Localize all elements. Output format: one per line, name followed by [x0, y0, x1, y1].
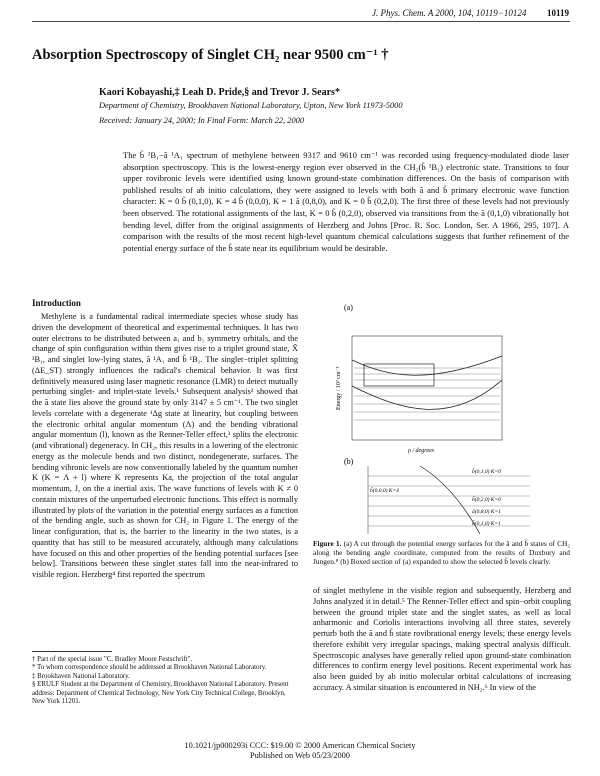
page-number: 10119: [547, 8, 570, 18]
lower-surface-curve: [352, 380, 502, 409]
footnote-rule: [32, 651, 112, 652]
footnote-correspondence: * To whom correspondence should be addressed at Brookhaven National Laboratory.: [32, 664, 267, 672]
figure-1: [330, 298, 570, 534]
running-header: [0, 8, 600, 22]
upper-surface-curve: [352, 356, 502, 375]
header-rule: [32, 21, 570, 22]
y-axis-label: Energy / 10³ cm⁻¹: [336, 366, 342, 410]
level-lines: [354, 368, 500, 420]
doi-line: 10.1021/jp000293i CCC: $19.00 © 2000 American Chemical Society: [184, 741, 416, 750]
box-label-2: b̃(0,0,0) K=4: [370, 488, 399, 494]
panel-b-curve: [420, 466, 480, 534]
x-axis-label: ρ / degrees: [408, 448, 434, 454]
panel-a-label: (a): [344, 303, 353, 312]
intro-column-left: Methylene is a fundamental radical intermediate species whose study has driven the development of theoretical and experimental techniques. It has two outer electrons to be distributed between a₁ and b₁ symmetry orbitals, and the change of spin configuration within them gives rise to a triplet ground state, X̃ ³B₁, and singlet low-lying states, ã ¹A₁ and b̃ ¹B₁. The singlet−triplet splitting (ΔE_ST) strongly influences the radical's chemical behavior. It was first definitively measured using laser magnetic resonance (LMR) to detect mutually perturbing singlet- and triplet-state levels.¹ Subsequent analysis² showed that the ã state lies above the ground state by only 3147 ± 5 cm⁻¹. The two singlet levels correlate with a degenerate ¹Δg state at linearity, but coupling between the electronic orbital angular momentum (Λ) and the bending vibrational angular momentum (l), known as the Renner-Teller effect,³ splits the electronic (and vibrational) degeneracy. In CH₂, this results in a lowering of the electronic energy as the molecule bends and two distinct, nondegenerate, surfaces. The bending vibronic levels are now conventionally labeled by the quantum number K (K = Λ + l) where K represents Ka, the projection of the total angular momentum, J, on the a inertial axis. The wave functions of levels with K ≠ 0 contain mixtures of the unperturbed electronic functions. This effect is normally illustrated by plots of the variation in the potential energy surfaces as a function of the bending angle, such as shown for CH₂ in Figure 1. The energy of the linear configuration, that is, the barrier to the linearity in the two states, is a quantity that has still to be measured accurately, although many calculations have focused on this and other properties of the bending potential surfaces [see below]. Transitions between these singlet states fall into the near-infrared to visible region. Herzberg⁴ first reported the spectrum: [32, 312, 298, 579]
author-list: Kaori Kobayashi,‡ Leah D. Pride,§ and Trevor J. Sears*: [99, 87, 340, 98]
paper-title: Absorption Spectroscopy of Singlet CH₂ near 9500 cm⁻¹ †: [32, 47, 389, 63]
box-label-4: ã(0,8,0) K=1: [472, 509, 501, 515]
box-label-5: b̃(0,1,0) K=1: [472, 521, 501, 527]
page-footer: [0, 741, 600, 761]
panel-b-levels: [368, 476, 530, 526]
footnote-special-issue: † Part of the special issue "C. Bradley Moore Festschrift".: [32, 656, 193, 663]
footnote-bnl: ‡ Brookhaven National Laboratory.: [32, 672, 130, 680]
caption-text: (a) A cut through the potential energy surfaces for the ã and b̃ states of CH₂ along the bending angle coordinate, computed from the results of Duxbury and Jungen.⁸ (b) Boxed section of (a) expanded to show the selected b̃ levels clearly.: [313, 539, 570, 567]
abstract: The b̃ ¹B₁−ã ¹A₁ spectrum of methylene between 9317 and 9610 cm⁻¹ was recorded using frequency-modulated diode laser absorption spectroscopy. This is the lowest-energy region ever observed in the CH₂(b̃ ¹B₁) electronic state. Transitions to four upper rovibronic levels were identified using known ground-state combination differences. On the basis of comparison with published results of ab initio calculations, they were assigned to levels with both ã and b̃ primary electronic wave function character: K = 0 b̃ (0,1,0), K = 4 b̃ (0,0,0), K = 1 ã (0,8,0), and K = 0 b̃ (0,2,0). The first three of these levels had not previously been observed. The rotational assignments of the last, K = 0 b̃ (0,2,0), observed via transitions from the ã (0,1,0) vibrationally hot bending level, differ from the original assignments of Herzberg and Johns [Proc. R. Soc. London, Ser. A 1966, 295, 107]. A comparison with the results of the most recent high-level quantum chemical calculations suggests that further refinement of the potential energy surface of the b̃ state near its equilibrium would be desirable.: [123, 150, 569, 253]
caption-label: Figure 1.: [313, 539, 342, 548]
published-line: Published on Web 05/23/2000: [250, 751, 350, 760]
section-heading: Introduction: [32, 298, 81, 308]
panel-a-plot: [336, 336, 502, 454]
figure-caption: [313, 539, 570, 567]
affiliation: Department of Chemistry, Brookhaven National Laboratory, Upton, New York 11973-5000: [99, 101, 403, 110]
box-label-3: b̃(0,2,0) K=0: [472, 497, 501, 503]
received-dates: Received: January 24, 2000; In Final Form: March 22, 2000: [99, 116, 305, 125]
panel-b-plot: [368, 466, 530, 534]
box-label-1: b̃(0,1,0) K=0: [472, 469, 501, 475]
footnotes: [32, 656, 298, 706]
footnote-erulf: § ERULF Student at the Department of Chemistry, Brookhaven National Laboratory. Present address: Department of Chemical Technology, New York City Technical College, Brooklyn, New York 11201.: [32, 681, 289, 706]
journal-citation: J. Phys. Chem. A 2000, 104, 10119−10124: [372, 8, 527, 18]
panel-b-label: (b): [344, 457, 354, 466]
intro-column-right: of singlet methylene in the visible region and subsequently, Herzberg and Johns analyzed it in detail.⁵ The Renner-Teller effect and spin−orbit coupling between the ground triplet state and the singlet states, as well as local anharmonic and Coriolis interactions involving all three states, severely perturb both the ã and b̃ state rovibrational energy levels; these energy levels therefore exhibit very irregular spacings, making spectral analysis difficult. Spectroscopic analyses have generally relied upon ground-state combination differences to confirm energy level positions. Recent experimental work has also been guided by ab initio molecular orbital calculations of increasing accuracy. A similar situation is encountered in NH₂.⁶ In view of the: [313, 586, 571, 692]
